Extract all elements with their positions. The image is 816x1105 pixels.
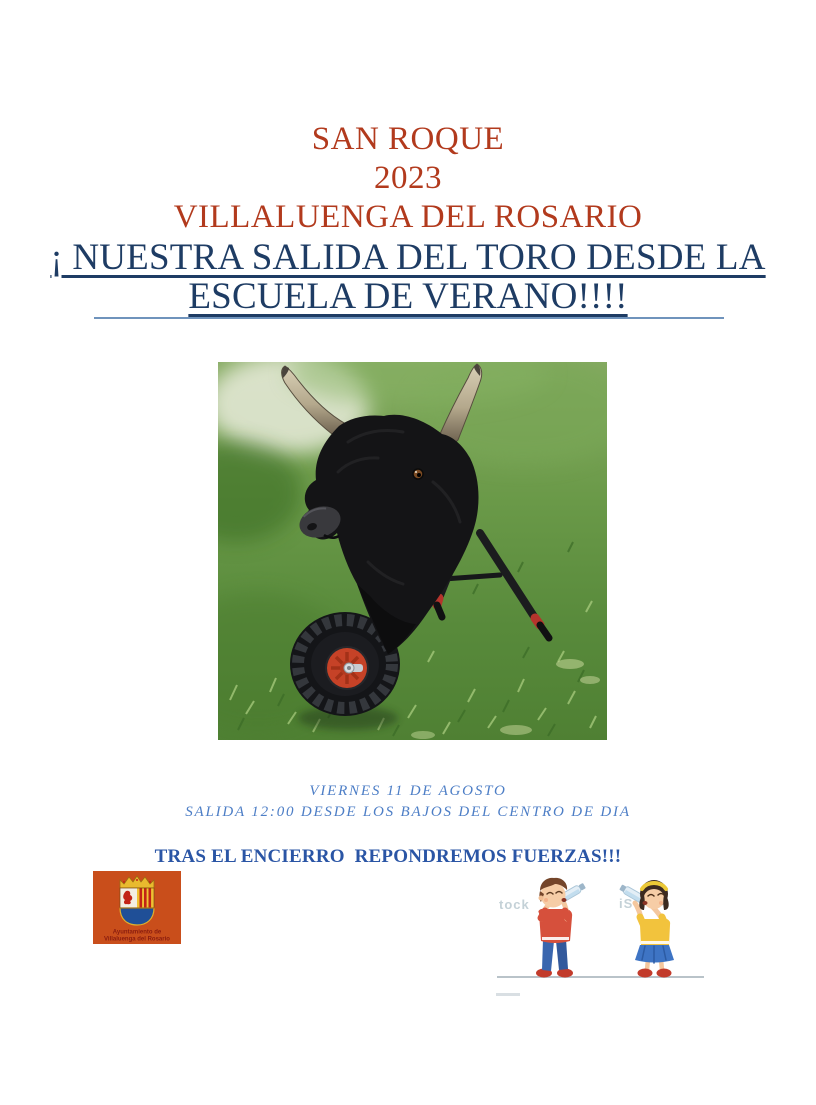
boy-blush bbox=[544, 898, 548, 902]
axle-bolt-center bbox=[347, 666, 351, 670]
title-village: VILLALUENGA DEL ROSARIO bbox=[173, 199, 643, 235]
horizontal-rule bbox=[94, 317, 724, 319]
title-san-roque: SAN ROQUE bbox=[311, 121, 505, 157]
boy-drinking bbox=[536, 878, 586, 978]
boy-sleeve-right bbox=[565, 911, 568, 918]
headline-line-1: ¡ NUESTRA SALIDA DEL TORO DESDE LA bbox=[50, 237, 766, 278]
watermark-right: iS bbox=[619, 896, 634, 911]
eye bbox=[413, 469, 423, 479]
schedule-line-1: VIERNES 11 DE AGOSTO bbox=[309, 783, 507, 799]
title-year: 2023 bbox=[374, 160, 442, 196]
logo-caption-line-2: Villaluenga del Rosario bbox=[104, 936, 170, 943]
kids-drinking-clipart bbox=[493, 875, 708, 1010]
boy-sleeve-left bbox=[541, 911, 545, 918]
girl-blush bbox=[659, 901, 663, 905]
tiny-watermark-mark bbox=[496, 993, 520, 996]
headline-line-2: ESCUELA DE VERANO!!!! bbox=[188, 276, 628, 317]
boy-ear bbox=[539, 896, 544, 901]
frame-leg-near-foot bbox=[437, 605, 442, 617]
girl-drinking bbox=[619, 880, 674, 978]
schedule-block bbox=[0, 781, 816, 823]
bull-carreton-illustration bbox=[218, 362, 607, 740]
girl-face bbox=[644, 889, 665, 909]
girl-shoe-right bbox=[657, 969, 672, 978]
boy-jeans-left bbox=[542, 939, 554, 971]
schedule-line-2: SALIDA 12:00 DESDE LOS BAJOS DEL CENTRO DE DIA bbox=[185, 804, 631, 820]
girl-mouth bbox=[643, 901, 648, 905]
shield-icon bbox=[120, 888, 154, 925]
coat-of-arms bbox=[93, 871, 181, 944]
girl-hair-flip-right bbox=[663, 895, 668, 910]
boy-mouth bbox=[562, 898, 567, 902]
town-hall-logo bbox=[93, 871, 181, 944]
girl-shirt-trim bbox=[641, 941, 669, 944]
boy-shirt-trim bbox=[542, 937, 569, 940]
bull-carreton-photo bbox=[218, 362, 607, 740]
boy-jeans-right bbox=[556, 939, 568, 970]
watermark-left: tock bbox=[499, 897, 530, 912]
logo-caption-line-1: Ayuntamiento de bbox=[112, 929, 162, 936]
girl-shoe-left bbox=[638, 969, 653, 978]
footer-message: TRAS EL ENCIERRO REPONDREMOS FUERZAS!!! bbox=[154, 846, 622, 867]
girl-sleeve-left bbox=[640, 917, 643, 924]
headline bbox=[0, 238, 816, 316]
title-block bbox=[0, 120, 816, 316]
girl-sleeve-right bbox=[662, 917, 665, 924]
kids-drinking-illustration bbox=[493, 875, 708, 1010]
